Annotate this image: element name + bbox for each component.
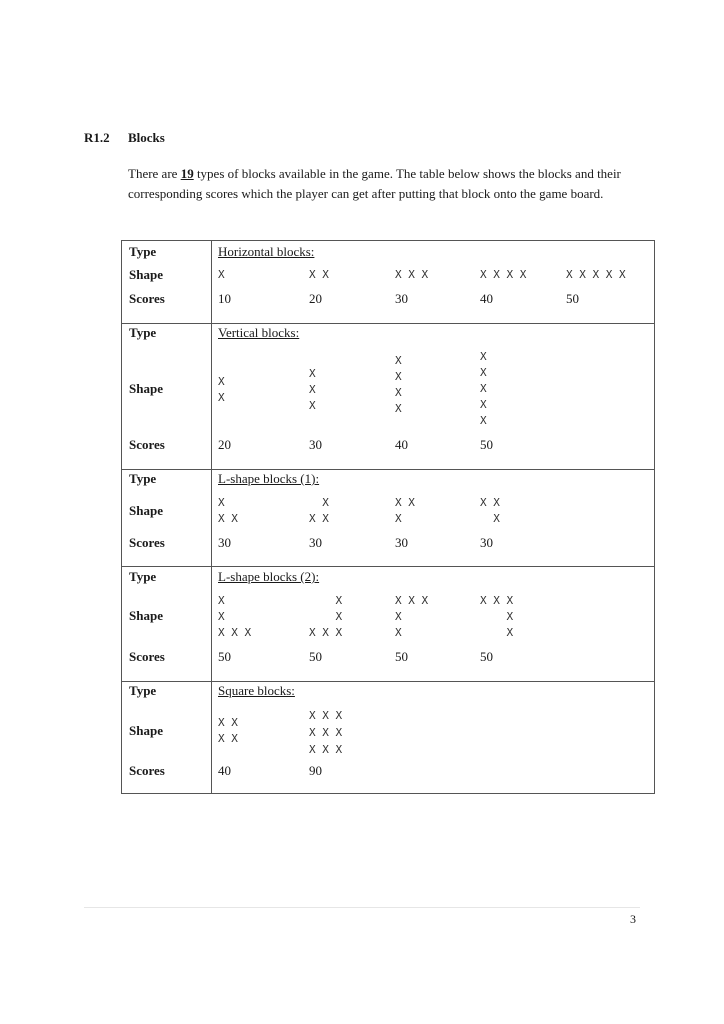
type-label: Type (129, 244, 157, 259)
block-shape: X X X X (480, 268, 527, 281)
block-shape: X X X X X (566, 268, 626, 281)
block-shape: X X X X (395, 354, 402, 415)
block-score: 40 (395, 437, 408, 452)
block-score: 30 (218, 535, 231, 550)
scores-label: Scores (129, 437, 165, 452)
scores-label: Scores (129, 291, 165, 306)
table-row-divider (122, 681, 654, 682)
block-count: 19 (180, 166, 194, 181)
group-title: Horizontal blocks: (218, 244, 315, 259)
scores-label: Scores (129, 535, 165, 550)
scores-label: Scores (129, 763, 165, 778)
group-title: L-shape blocks (1): (218, 471, 320, 486)
footer-divider (84, 907, 640, 908)
block-shape: X X X X X (480, 594, 514, 639)
intro-paragraph (128, 164, 648, 204)
type-label: Type (129, 325, 157, 340)
section-title: Blocks (128, 130, 165, 145)
table-row-divider (122, 469, 654, 470)
group-title: Vertical blocks: (218, 325, 300, 340)
block-score: 50 (566, 291, 579, 306)
block-shape: X X X (309, 496, 329, 525)
block-score: 20 (218, 437, 231, 452)
block-score: 90 (309, 763, 322, 778)
group-title: Square blocks: (218, 683, 295, 698)
type-label: Type (129, 683, 157, 698)
block-score: 30 (480, 535, 493, 550)
shape-label: Shape (129, 608, 163, 623)
group-title: L-shape blocks (2): (218, 569, 320, 584)
block-score: 30 (309, 535, 322, 550)
block-score: 40 (218, 763, 231, 778)
block-shape: X (218, 268, 225, 281)
shape-label: Shape (129, 723, 163, 738)
block-score: 50 (309, 649, 322, 664)
section-number: R1.2 (84, 130, 110, 145)
block-score: 10 (218, 291, 231, 306)
type-label: Type (129, 569, 157, 584)
type-label: Type (129, 471, 157, 486)
block-shape: X X X (395, 496, 415, 525)
shape-label: Shape (129, 503, 163, 518)
scores-label: Scores (129, 649, 165, 664)
blocks-table (121, 240, 655, 794)
intro-text-before: There are (128, 166, 181, 181)
page-number: 3 (630, 912, 636, 926)
block-score: 20 (309, 291, 322, 306)
block-score: 30 (395, 291, 408, 306)
block-shape: X X X (218, 496, 238, 525)
shape-label: Shape (129, 381, 163, 396)
block-shape: X X X X (218, 716, 238, 745)
block-shape: X X X X X (395, 594, 429, 639)
block-score: 40 (480, 291, 493, 306)
block-shape: X X X X X (309, 594, 343, 639)
block-shape: X X X (480, 496, 500, 525)
block-shape: X X X X X (218, 594, 252, 639)
block-shape: X X X (395, 268, 429, 281)
block-score: 30 (309, 437, 322, 452)
block-score: 30 (395, 535, 408, 550)
block-shape: X X X (309, 367, 316, 412)
table-row-divider (122, 323, 654, 324)
block-shape: X X (218, 375, 225, 404)
block-score: 50 (480, 649, 493, 664)
table-row-divider (122, 566, 654, 567)
block-score: 50 (480, 437, 493, 452)
block-shape: X X X X X (480, 350, 487, 427)
shape-label: Shape (129, 267, 163, 282)
block-score: 50 (395, 649, 408, 664)
block-shape: X X X X X X X X X (309, 709, 343, 756)
block-score: 50 (218, 649, 231, 664)
intro-text-after: types of blocks available in the game. The table below shows the blocks and their corresponding scores which the player can get after putting that block onto the game board. (128, 166, 621, 201)
block-shape: X X (309, 268, 329, 281)
